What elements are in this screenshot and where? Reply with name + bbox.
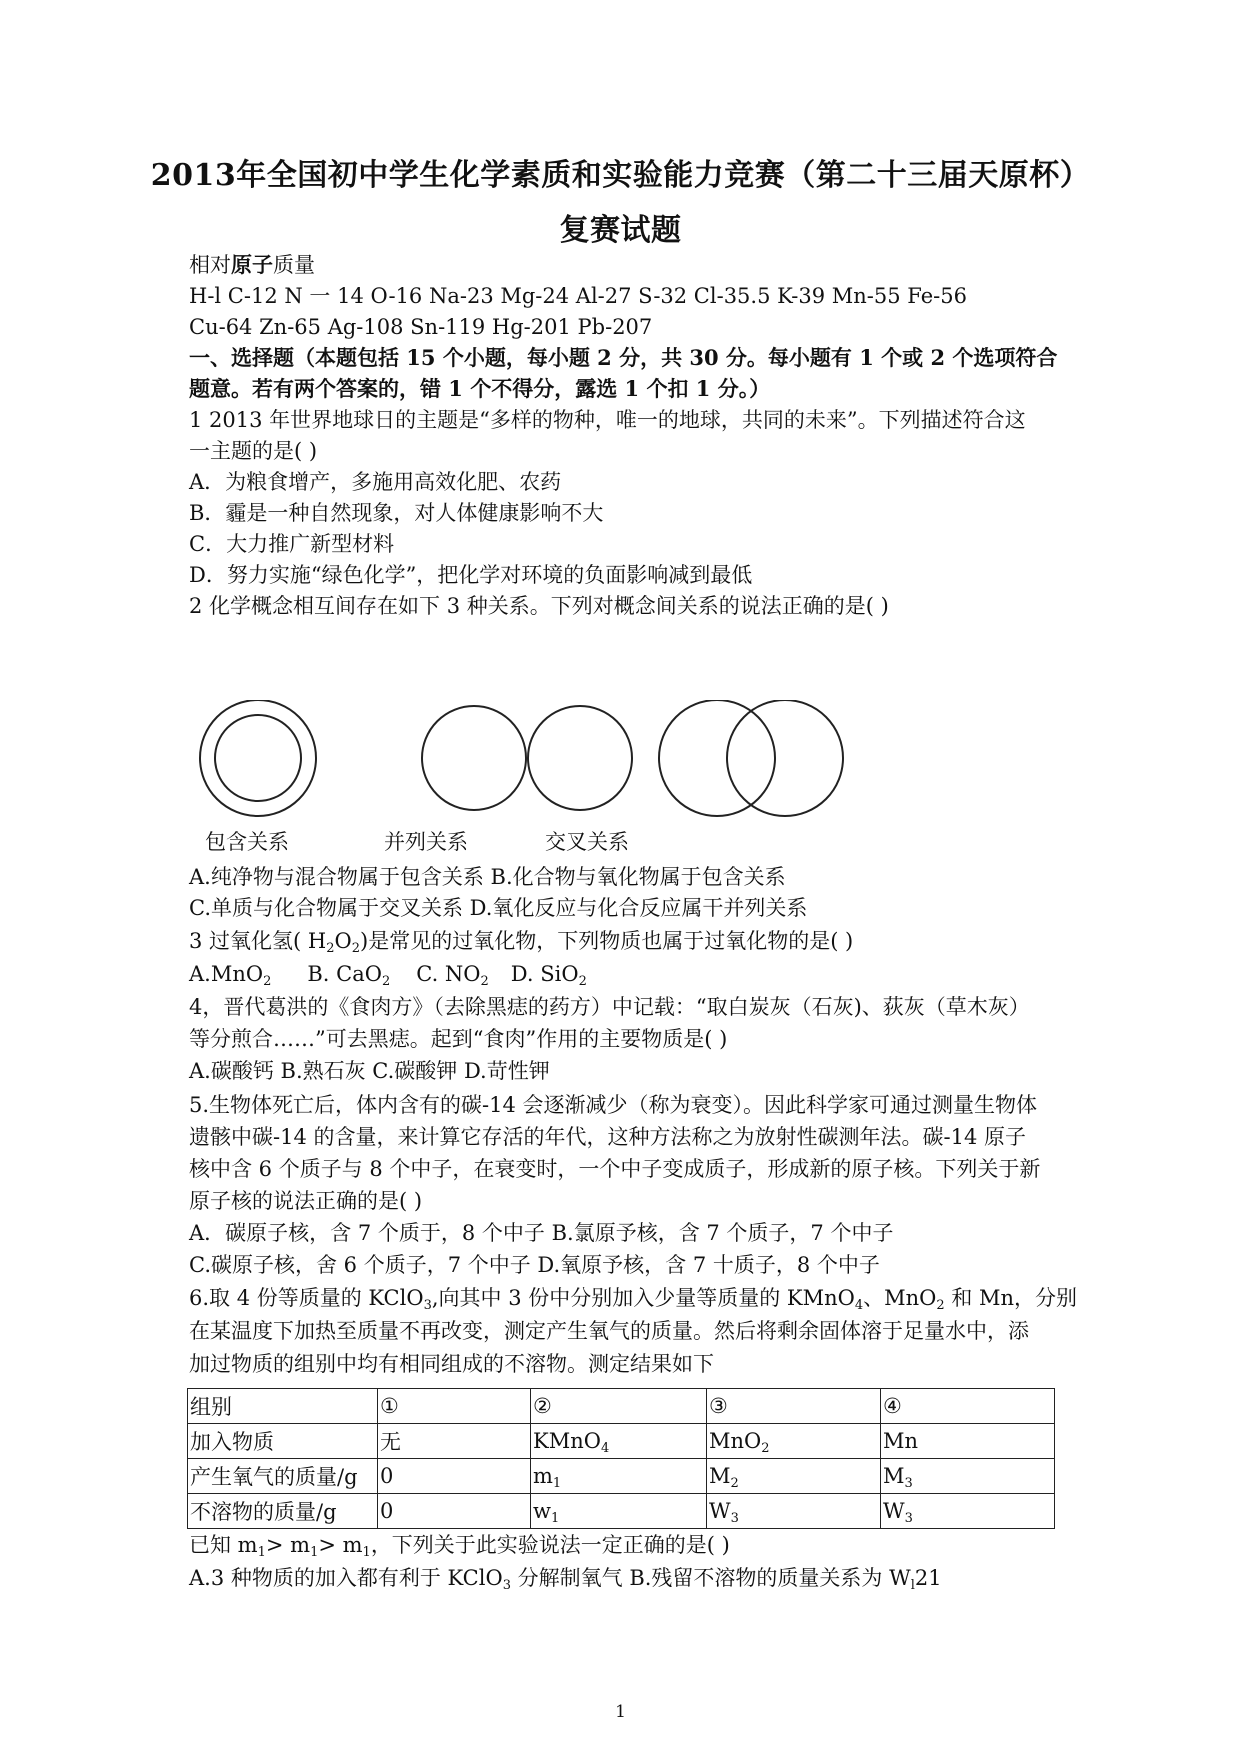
table-cell <box>188 1459 378 1494</box>
table-cell <box>188 1424 378 1459</box>
known-mid-1: > m <box>265 1533 311 1557</box>
relation-diagram <box>190 700 890 820</box>
cell-text: KMnO <box>533 1429 601 1453</box>
q3-stem <box>189 926 853 956</box>
q6-opt-a-pre: A.3 种物质的加入都有利于 KClO <box>189 1566 503 1590</box>
known-mid-2: > m <box>318 1533 363 1557</box>
table-cell <box>188 1494 378 1529</box>
q6-l1-pre: 6.取 4 份等质量的 KClO <box>189 1286 424 1310</box>
q6-opt-b-post: 21 <box>914 1566 942 1590</box>
section-1-line-2: 题意。若有两个答案的，错 1 个不得分，露选 1 个扣 1 分。） <box>189 376 771 401</box>
cross-circle-right <box>727 700 843 816</box>
q6-l1-post: 和 Mn，分别 <box>944 1286 1078 1310</box>
atomic-mass-line-1: H-l C-12 N 一 14 O-16 Na-23 Mg-24 Al-27 S-32 Cl-35.5 K-39 Mn-55 Fe-56 <box>189 284 967 308</box>
q3-stem-pre: 3 过氧化氢( H <box>189 929 327 953</box>
cell-text: 无 <box>380 1430 401 1454</box>
cell-text: M <box>883 1464 905 1488</box>
q3-option-d-sub: 2 <box>578 974 587 989</box>
q3-option-c: C. NO <box>416 962 481 986</box>
q6-l1-mid: ,向其中 3 份中分别加入少量等质量的 KMnO <box>431 1286 855 1310</box>
parallel-circle-left <box>422 706 526 810</box>
q3-option-b-sub: 2 <box>381 974 391 989</box>
table-cell <box>378 1494 531 1529</box>
q3-stem-mid: O <box>334 929 352 953</box>
label-parallel: 并列关系 <box>384 830 468 854</box>
cell-sub: 2 <box>761 1441 770 1456</box>
cell-sub: 3 <box>904 1511 913 1526</box>
label-contain: 包含关系 <box>205 830 289 854</box>
section-1-line-1: 一、选择题（本题包括 15 个小题，每小题 2 分，共 30 分。每小题有 1 个或 2 个选项符合 <box>189 345 1058 370</box>
cell-text: 0 <box>380 1499 394 1523</box>
cell-text: Mn <box>883 1429 919 1453</box>
table-cell <box>707 1424 881 1459</box>
title-line-2: 复赛试题 <box>559 213 682 248</box>
q5-line-2: 遗骸中碳-14 的含量，来计算它存活的年代，这种方法称之为放射性碳测年法。碳-14 原子 <box>189 1125 1026 1149</box>
cell-text: M <box>709 1464 731 1488</box>
cell-text: m <box>533 1464 553 1488</box>
cell-sub: 2 <box>730 1476 739 1491</box>
parallel-circle-right <box>528 706 632 810</box>
table-cell <box>881 1494 1055 1529</box>
q6-l1-sub2: 4 <box>854 1298 864 1313</box>
known-sub-2: 1 <box>310 1545 319 1560</box>
q3-option-a: A.MnO <box>189 962 264 986</box>
q1-stem-2: 一主题的是( ) <box>189 439 318 463</box>
page-number: 1 <box>615 1702 626 1722</box>
heading-post: 质量 <box>273 253 315 277</box>
q6-opt-a-post: 分解制氧气 B.残留不溶物的质量关系为 W <box>510 1566 911 1590</box>
q1-option-d: D．努力实施“绿色化学”，把化学对环境的负面影响减到最低 <box>189 563 753 587</box>
q4-options: A.碳酸钙 B.熟石灰 C.碳酸钾 D.苛性钾 <box>189 1059 550 1083</box>
q5-line-1: 5.生物体死亡后，体内含有的碳-14 会逐渐减少（称为衰变）。因此科学家可通过测量生物体 <box>189 1093 1038 1117</box>
table-cell <box>707 1494 881 1529</box>
known-post: ，下列关于此实验说法一定正确的是( ) <box>370 1533 730 1557</box>
q3-stem-post: )是常见的过氧化物，下列物质也属于过氧化物的是( ) <box>360 929 854 953</box>
cell-sub: 1 <box>550 1511 560 1526</box>
table-cell <box>881 1459 1055 1494</box>
q1-option-a: A．为粮食增产，多施用高效化肥、农药 <box>189 470 562 494</box>
cross-circle-left <box>659 700 775 816</box>
cell-text: 0 <box>380 1464 394 1488</box>
q5-options-cd: C.碳原子核，舍 6 个质子，7 个中子 D.氧原予核，含 7 十质子，8 个中子 <box>189 1253 880 1277</box>
known-pre: 已知 m <box>189 1533 258 1557</box>
q6-opt-a-sub: 3 <box>502 1578 511 1593</box>
table-cell: ② <box>531 1389 707 1424</box>
cell-text: 加入物质 <box>190 1430 274 1454</box>
cell-text: w <box>533 1499 551 1523</box>
q5-line-4: 原子核的说法正确的是( ) <box>189 1189 423 1213</box>
q3-option-b: B. CaO <box>307 962 382 986</box>
cell-text: W <box>709 1499 731 1523</box>
atomic-mass-line-2: Cu-64 Zn-65 Ag-108 Sn-119 Hg-201 Pb-207 <box>189 315 653 339</box>
q3-option-a-sub: 2 <box>263 974 272 989</box>
q1-option-b: B．霾是一种自然现象，对人体健康影响不大 <box>189 501 604 525</box>
cell-text: W <box>883 1499 905 1523</box>
cell-sub: 3 <box>730 1511 739 1526</box>
table-cell <box>531 1494 707 1529</box>
table-cell <box>881 1424 1055 1459</box>
q4-stem-2: 等分煎合……”可去黑痣。起到“食肉”作用的主要物质是( ) <box>189 1027 728 1051</box>
label-cross: 交叉关系 <box>545 830 629 854</box>
q3-sub-1: 2 <box>326 941 335 956</box>
q6-line-2: 在某温度下加热至质量不再改变，测定产生氧气的质量。然后将剩余固体溶于足量水中，添 <box>189 1319 1029 1343</box>
table-cell <box>531 1424 707 1459</box>
table-cell: ③ <box>707 1389 881 1424</box>
q4-stem-1: 4，晋代葛洪的《食肉方》（去除黑痣的药方）中记载：“取白炭灰（石灰)、荻灰（草木灰） <box>189 995 1030 1019</box>
table-cell <box>378 1424 531 1459</box>
q3-sub-2: 2 <box>351 941 360 956</box>
cell-sub: 4 <box>600 1441 610 1456</box>
known-sub-1: 1 <box>257 1545 266 1560</box>
q6-l1-sub3: 2 <box>936 1298 945 1313</box>
q1-stem-1: 1 2013 年世界地球日的主题是“多样的物种，唯一的地球，共同的未来”。下列描述符合这 <box>189 408 1026 432</box>
contain-outer-circle <box>200 700 316 816</box>
atomic-mass-heading <box>189 250 315 280</box>
q3-option-c-sub: 2 <box>480 974 489 989</box>
table-cell: ④ <box>881 1389 1055 1424</box>
table-row <box>188 1459 1055 1494</box>
contain-inner-circle <box>215 715 301 801</box>
heading-pre: 相对 <box>189 253 231 277</box>
q6-l1-mid2: 、MnO <box>863 1286 937 1310</box>
heading-bold: 原子 <box>231 252 273 277</box>
q2-options-cd: C.单质与化合物属于交叉关系 D.氧化反应与化合反应属干并列关系 <box>189 896 808 920</box>
q3-option-d: D. SiO <box>510 962 579 986</box>
q6-l1-sub: 3 <box>423 1298 432 1313</box>
q2-options-ab: A.纯净物与混合物属于包含关系 B.化合物与氧化物属于包含关系 <box>189 865 786 889</box>
q5-options-ab: A．碳原子核，含 7 个质于，8 个中子 B.氯原予核，含 7 个质子，7 个中子 <box>189 1221 894 1245</box>
q5-line-3: 核中含 6 个质子与 8 个中子，在衰变时，一个中子变成质子，形成新的原子核。下列关于新 <box>189 1157 1041 1181</box>
known-sub-3: 1 <box>362 1545 371 1560</box>
q6-opt-b-sub: l <box>910 1578 915 1593</box>
q1-option-c: C．大力推广新型材料 <box>189 532 395 556</box>
title-line-1: 2013年全国初中学生化学素质和实验能力竞赛（第二十三届天原杯） <box>150 158 1091 193</box>
results-table <box>187 1388 1055 1529</box>
q2-stem: 2 化学概念相互间存在如下 3 种关系。下列对概念间关系的说法正确的是( ) <box>189 594 889 618</box>
cell-text: 产生氧气的质量/g <box>190 1465 358 1489</box>
table-cell: 组别 <box>188 1389 378 1424</box>
cell-sub: 3 <box>904 1476 913 1491</box>
cell-text: 不溶物的质量/g <box>190 1500 337 1524</box>
q6-known <box>189 1530 730 1560</box>
table-cell: ① <box>378 1389 531 1424</box>
cell-sub: 1 <box>552 1476 562 1491</box>
q6-line-3: 加过物质的组别中均有相同组成的不溶物。测定结果如下 <box>189 1352 714 1376</box>
table-cell <box>378 1459 531 1494</box>
cell-text: MnO <box>709 1429 762 1453</box>
table-cell <box>531 1459 707 1494</box>
q6-options <box>189 1563 942 1593</box>
table-row <box>188 1389 1055 1424</box>
table-row <box>188 1424 1055 1459</box>
q6-line-1 <box>189 1283 1077 1313</box>
table-row <box>188 1494 1055 1529</box>
q3-options <box>189 959 587 989</box>
table-cell <box>707 1459 881 1494</box>
